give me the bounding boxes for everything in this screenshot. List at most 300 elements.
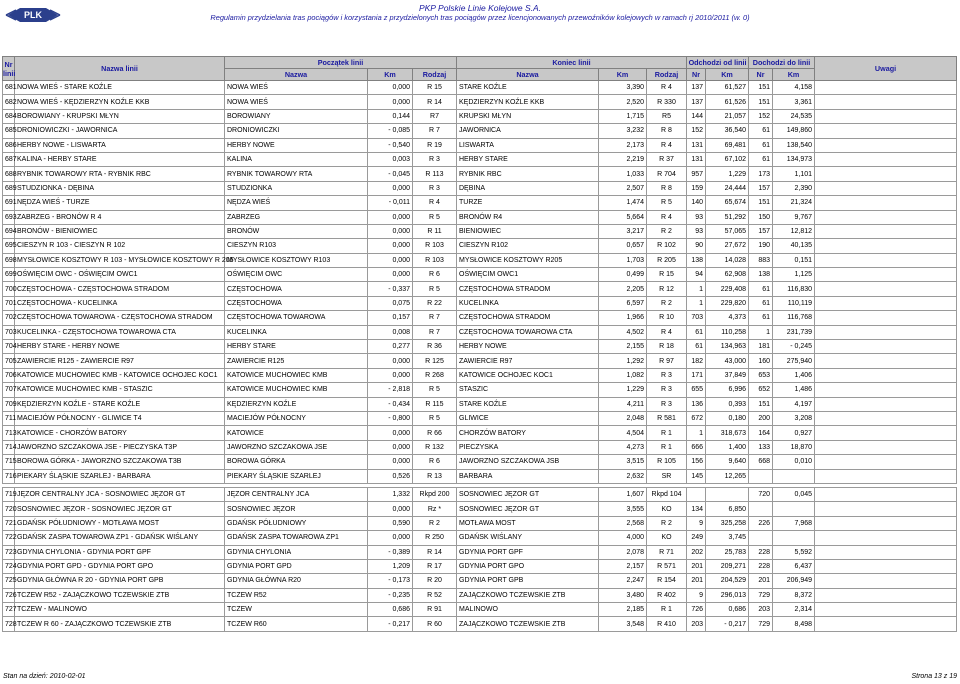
cell-odchodzi-km: 61,526 (706, 95, 749, 109)
cell-odchodzi-km: - 0,217 (706, 617, 749, 631)
cell-odchodzi-nr: 202 (687, 545, 706, 559)
cell-uwagi (815, 181, 957, 195)
cell-odchodzi-nr: 666 (687, 440, 706, 454)
cell-uwagi (815, 531, 957, 545)
cell-odchodzi-nr: 249 (687, 531, 706, 545)
cell-odchodzi-nr: 131 (687, 152, 706, 166)
cell-dochodzi-km: 149,860 (773, 124, 815, 138)
cell-koniec-rodzaj: KO (647, 502, 687, 516)
header-nazwa-linii: Nazwa linii (15, 57, 225, 81)
cell-koniec-km: 2,157 (599, 559, 647, 573)
cell-poczatek-km: - 0,337 (368, 282, 413, 296)
cell-koniec-nazwa: GDYNIA PORT GPB (457, 574, 599, 588)
cell-uwagi (815, 603, 957, 617)
cell-koniec-rodzaj: R 3 (647, 383, 687, 397)
cell-poczatek-km: - 0,235 (368, 588, 413, 602)
cell-koniec-km: 3,555 (599, 502, 647, 516)
cell-poczatek-rodzaj: R 103 (413, 239, 457, 253)
cell-uwagi (815, 617, 957, 631)
cell-nr-linii: 698 (3, 253, 15, 267)
cell-koniec-rodzaj: R 205 (647, 253, 687, 267)
cell-dochodzi-nr: 61 (749, 311, 773, 325)
cell-poczatek-rodzaj: R 60 (413, 617, 457, 631)
cell-odchodzi-nr: 152 (687, 124, 706, 138)
cell-poczatek-km: 0,000 (368, 354, 413, 368)
cell-nazwa-linii: HERBY NOWE - LISWARTA (15, 138, 225, 152)
cell-koniec-km: 4,000 (599, 531, 647, 545)
cell-uwagi (815, 469, 957, 483)
cell-uwagi (815, 487, 957, 501)
cell-nazwa-linii: TCZEW R 60 - ZAJĄCZKOWO TCZEWSKIE ZTB (15, 617, 225, 631)
cell-poczatek-nazwa: RYBNIK TOWAROWY RTA (225, 167, 368, 181)
cell-koniec-nazwa: GDAŃSK WIŚLANY (457, 531, 599, 545)
cell-koniec-nazwa: CZĘSTOCHOWA STRADOM (457, 311, 599, 325)
cell-dochodzi-nr: 729 (749, 588, 773, 602)
cell-odchodzi-km: 62,908 (706, 268, 749, 282)
cell-uwagi (815, 152, 957, 166)
cell-dochodzi-nr: 164 (749, 426, 773, 440)
cell-poczatek-km: 0,000 (368, 210, 413, 224)
cell-nazwa-linii: KATOWICE MUCHOWIEC KMB - STASZIC (15, 383, 225, 397)
cell-odchodzi-nr: 201 (687, 559, 706, 573)
header-koniec: Koniec linii (457, 57, 687, 69)
cell-odchodzi-km: 69,481 (706, 138, 749, 152)
cell-poczatek-km: - 0,011 (368, 196, 413, 210)
cell-poczatek-nazwa: SOSNOWIEC JĘZOR (225, 502, 368, 516)
cell-dochodzi-nr: 150 (749, 210, 773, 224)
cell-nr-linii: 711 (3, 411, 15, 425)
cell-dochodzi-nr: 883 (749, 253, 773, 267)
cell-poczatek-km: 0,000 (368, 455, 413, 469)
table-row (3, 440, 957, 454)
cell-nazwa-linii: MACIEJÓW PÓŁNOCNY - GLIWICE T4 (15, 411, 225, 425)
cell-nr-linii: 723 (3, 545, 15, 559)
cell-nr-linii: 727 (3, 603, 15, 617)
cell-odchodzi-nr: 159 (687, 181, 706, 195)
cell-odchodzi-km: 134,963 (706, 340, 749, 354)
cell-koniec-rodzaj: R 4 (647, 325, 687, 339)
cell-odchodzi-nr: 61 (687, 340, 706, 354)
cell-nr-linii: 715 (3, 455, 15, 469)
cell-koniec-nazwa: CIESZYN R102 (457, 239, 599, 253)
cell-nazwa-linii: GDAŃSK PÓŁUDNIOWY - MOTŁAWA MOST (15, 516, 225, 530)
cell-koniec-rodzaj: R 105 (647, 455, 687, 469)
cell-dochodzi-km: 116,768 (773, 311, 815, 325)
cell-nazwa-linii: CZĘSTOCHOWA - CZĘSTOCHOWA STRADOM (15, 282, 225, 296)
cell-uwagi (815, 282, 957, 296)
cell-uwagi (815, 455, 957, 469)
table-row (3, 354, 957, 368)
table-row (3, 603, 957, 617)
cell-nr-linii: 699 (3, 268, 15, 282)
cell-uwagi (815, 81, 957, 95)
cell-uwagi (815, 354, 957, 368)
cell-poczatek-km: - 0,434 (368, 397, 413, 411)
cell-koniec-km: 4,273 (599, 440, 647, 454)
cell-koniec-rodzaj: R 15 (647, 268, 687, 282)
lines-table-body (3, 81, 957, 632)
cell-dochodzi-nr: 151 (749, 196, 773, 210)
cell-poczatek-nazwa: GDYNIA CHYLONIA (225, 545, 368, 559)
cell-odchodzi-km: 67,102 (706, 152, 749, 166)
cell-koniec-rodzaj: R 1 (647, 603, 687, 617)
cell-nr-linii: 701 (3, 296, 15, 310)
cell-poczatek-rodzaj: R 66 (413, 426, 457, 440)
table-row (3, 574, 957, 588)
cell-koniec-km: 2,632 (599, 469, 647, 483)
cell-dochodzi-km: 1,101 (773, 167, 815, 181)
cell-nazwa-linii: NOWA WIEŚ - KĘDZIERZYN KOŹLE KKB (15, 95, 225, 109)
cell-dochodzi-km: 231,739 (773, 325, 815, 339)
cell-dochodzi-nr: 668 (749, 455, 773, 469)
cell-koniec-rodzaj: R 1 (647, 440, 687, 454)
cell-odchodzi-nr: 957 (687, 167, 706, 181)
cell-dochodzi-km: 8,498 (773, 617, 815, 631)
cell-odchodzi-km: 6,996 (706, 383, 749, 397)
cell-dochodzi-nr: 653 (749, 368, 773, 382)
cell-koniec-nazwa: LISWARTA (457, 138, 599, 152)
cell-poczatek-rodzaj: R7 (413, 109, 457, 123)
table-row (3, 81, 957, 95)
cell-poczatek-nazwa: CIESZYN R103 (225, 239, 368, 253)
cell-poczatek-nazwa: BOROWIANY (225, 109, 368, 123)
cell-poczatek-rodzaj: R 20 (413, 574, 457, 588)
cell-uwagi (815, 368, 957, 382)
cell-koniec-nazwa: KUCELINKA (457, 296, 599, 310)
cell-koniec-rodzaj: R 4 (647, 81, 687, 95)
cell-koniec-rodzaj: R 571 (647, 559, 687, 573)
header-poczatek: Początek linii (225, 57, 457, 69)
cell-poczatek-rodzaj: R 15 (413, 81, 457, 95)
cell-odchodzi-km: 0,180 (706, 411, 749, 425)
cell-nazwa-linii: BOROWIANY - KRUPSKI MŁYN (15, 109, 225, 123)
table-row (3, 516, 957, 530)
cell-poczatek-nazwa: TCZEW R52 (225, 588, 368, 602)
cell-dochodzi-km (773, 502, 815, 516)
cell-nr-linii: 688 (3, 167, 15, 181)
cell-poczatek-km: 0,000 (368, 502, 413, 516)
cell-poczatek-km: 0,000 (368, 531, 413, 545)
cell-poczatek-rodzaj: R 36 (413, 340, 457, 354)
cell-nr-linii: 728 (3, 617, 15, 631)
cell-odchodzi-nr (687, 487, 706, 501)
cell-poczatek-km: 0,000 (368, 81, 413, 95)
cell-odchodzi-km: 1,229 (706, 167, 749, 181)
cell-nr-linii: 724 (3, 559, 15, 573)
cell-uwagi (815, 224, 957, 238)
cell-koniec-nazwa: STASZIC (457, 383, 599, 397)
cell-nr-linii: 713 (3, 426, 15, 440)
cell-odchodzi-km: 209,271 (706, 559, 749, 573)
cell-dochodzi-nr: 157 (749, 224, 773, 238)
cell-dochodzi-km: 9,767 (773, 210, 815, 224)
cell-uwagi (815, 545, 957, 559)
cell-koniec-nazwa: KRUPSKI MŁYN (457, 109, 599, 123)
cell-poczatek-rodzaj: R 7 (413, 124, 457, 138)
cell-koniec-rodzaj: R 3 (647, 397, 687, 411)
cell-odchodzi-km: 296,013 (706, 588, 749, 602)
cell-odchodzi-nr: 171 (687, 368, 706, 382)
cell-dochodzi-nr: 652 (749, 383, 773, 397)
cell-odchodzi-km (706, 487, 749, 501)
cell-koniec-nazwa: TURZE (457, 196, 599, 210)
cell-koniec-km: 2,520 (599, 95, 647, 109)
cell-odchodzi-km: 51,292 (706, 210, 749, 224)
cell-nr-linii: 720 (3, 502, 15, 516)
cell-nr-linii: 681 (3, 81, 15, 95)
cell-koniec-km: 1,966 (599, 311, 647, 325)
cell-odchodzi-km: 21,057 (706, 109, 749, 123)
cell-poczatek-nazwa: TCZEW R60 (225, 617, 368, 631)
cell-poczatek-nazwa: HERBY NOWE (225, 138, 368, 152)
cell-odchodzi-nr: 136 (687, 397, 706, 411)
cell-dochodzi-nr (749, 469, 773, 483)
cell-koniec-km: 2,507 (599, 181, 647, 195)
cell-poczatek-rodzaj: R 6 (413, 455, 457, 469)
cell-dochodzi-nr: 61 (749, 296, 773, 310)
cell-dochodzi-km: 3,208 (773, 411, 815, 425)
cell-nr-linii: 686 (3, 138, 15, 152)
cell-odchodzi-nr: 93 (687, 210, 706, 224)
cell-dochodzi-nr: 61 (749, 152, 773, 166)
cell-poczatek-nazwa: NOWA WIEŚ (225, 95, 368, 109)
cell-poczatek-km: - 2,818 (368, 383, 413, 397)
cell-nr-linii: 682 (3, 95, 15, 109)
cell-poczatek-rodzaj: R 17 (413, 559, 457, 573)
cell-poczatek-nazwa: CZĘSTOCHOWA TOWAROWA (225, 311, 368, 325)
cell-koniec-km: 2,185 (599, 603, 647, 617)
cell-odchodzi-km: 12,265 (706, 469, 749, 483)
cell-poczatek-rodzaj: R 5 (413, 210, 457, 224)
cell-dochodzi-nr: 729 (749, 617, 773, 631)
cell-koniec-rodzaj: Rkpd 104 (647, 487, 687, 501)
cell-uwagi (815, 239, 957, 253)
cell-poczatek-nazwa: STUDZIONKA (225, 181, 368, 195)
cell-odchodzi-nr: 9 (687, 588, 706, 602)
cell-koniec-rodzaj: R 4 (647, 210, 687, 224)
cell-koniec-rodzaj: R 704 (647, 167, 687, 181)
cell-koniec-nazwa: BARBARA (457, 469, 599, 483)
cell-uwagi (815, 502, 957, 516)
cell-koniec-nazwa: MOTŁAWA MOST (457, 516, 599, 530)
cell-poczatek-rodzaj: R 91 (413, 603, 457, 617)
cell-dochodzi-km: - 0,245 (773, 340, 815, 354)
cell-poczatek-rodzaj: R 125 (413, 354, 457, 368)
cell-koniec-rodzaj: R 10 (647, 311, 687, 325)
cell-uwagi (815, 559, 957, 573)
cell-poczatek-rodzaj: R 7 (413, 325, 457, 339)
cell-odchodzi-km: 65,674 (706, 196, 749, 210)
cell-koniec-rodzaj: R 8 (647, 124, 687, 138)
cell-koniec-km: 1,715 (599, 109, 647, 123)
cell-koniec-rodzaj: R 5 (647, 196, 687, 210)
cell-nazwa-linii: NOWA WIEŚ - STARE KOŹLE (15, 81, 225, 95)
cell-koniec-km: 1,607 (599, 487, 647, 501)
cell-dochodzi-nr: 200 (749, 411, 773, 425)
cell-nr-linii: 695 (3, 239, 15, 253)
cell-uwagi (815, 196, 957, 210)
cell-nazwa-linii: CZĘSTOCHOWA - KUCELINKA (15, 296, 225, 310)
table-row (3, 181, 957, 195)
cell-poczatek-km: 0,157 (368, 311, 413, 325)
cell-poczatek-km: 0,686 (368, 603, 413, 617)
cell-nr-linii: 700 (3, 282, 15, 296)
cell-dochodzi-nr: 181 (749, 340, 773, 354)
cell-koniec-nazwa: OŚWIĘCIM OWC1 (457, 268, 599, 282)
document-subtitle: Regulamin przydzielania tras pociągów i korzystania z przydzielonych tras pociągów przez licencjonowanych przewoźników kolejowych w ramach rj 2010/2011 (w. 0) (210, 13, 750, 22)
cell-koniec-rodzaj: R 102 (647, 239, 687, 253)
cell-nazwa-linii: GDAŃSK ZASPA TOWAROWA ZP1 - GDAŃSK WIŚLANY (15, 531, 225, 545)
cell-odchodzi-km: 25,783 (706, 545, 749, 559)
cell-koniec-nazwa: KATOWICE OCHOJEC KOC1 (457, 368, 599, 382)
cell-poczatek-nazwa: JAWORZNO SZCZAKOWA JSE (225, 440, 368, 454)
cell-dochodzi-nr: 151 (749, 397, 773, 411)
cell-koniec-km: 1,033 (599, 167, 647, 181)
table-row (3, 124, 957, 138)
cell-poczatek-nazwa: CZĘSTOCHOWA (225, 296, 368, 310)
cell-nazwa-linii: MYSŁOWICE KOSZTOWY R 103 - MYSŁOWICE KOSZTOWY R 205 (15, 253, 225, 267)
cell-nr-linii: 702 (3, 311, 15, 325)
cell-uwagi (815, 167, 957, 181)
plk-logo-text: PLK (24, 10, 42, 20)
cell-koniec-km: 3,217 (599, 224, 647, 238)
cell-koniec-rodzaj: R 330 (647, 95, 687, 109)
cell-uwagi (815, 574, 957, 588)
cell-dochodzi-km: 8,372 (773, 588, 815, 602)
cell-poczatek-rodzaj: R 52 (413, 588, 457, 602)
cell-koniec-nazwa: MALINOWO (457, 603, 599, 617)
cell-uwagi (815, 138, 957, 152)
cell-poczatek-km: 0,590 (368, 516, 413, 530)
cell-dochodzi-nr: 201 (749, 574, 773, 588)
table-row (3, 138, 957, 152)
cell-koniec-km: 0,499 (599, 268, 647, 282)
cell-dochodzi-nr: 157 (749, 181, 773, 195)
table-row (3, 268, 957, 282)
cell-dochodzi-km: 18,870 (773, 440, 815, 454)
cell-nr-linii: 685 (3, 124, 15, 138)
cell-odchodzi-km: 318,673 (706, 426, 749, 440)
header-poczatek-nazwa: Nazwa (225, 69, 368, 81)
cell-koniec-km: 2,078 (599, 545, 647, 559)
cell-nazwa-linii: ZABRZEG - BRONÓW R 4 (15, 210, 225, 224)
cell-odchodzi-km: 24,444 (706, 181, 749, 195)
cell-nr-linii: 706 (3, 368, 15, 382)
cell-koniec-km: 2,155 (599, 340, 647, 354)
table-row (3, 239, 957, 253)
cell-odchodzi-nr: 703 (687, 311, 706, 325)
cell-koniec-nazwa: CZĘSTOCHOWA STRADOM (457, 282, 599, 296)
table-row (3, 469, 957, 483)
cell-uwagi (815, 440, 957, 454)
cell-poczatek-nazwa: DRONIOWICZKI (225, 124, 368, 138)
cell-uwagi (815, 109, 957, 123)
cell-nazwa-linii: TCZEW - MALINOWO (15, 603, 225, 617)
cell-odchodzi-km: 0,393 (706, 397, 749, 411)
cell-dochodzi-km: 3,361 (773, 95, 815, 109)
cell-poczatek-nazwa: KATOWICE MUCHOWIEC KMB (225, 368, 368, 382)
cell-uwagi (815, 325, 957, 339)
cell-poczatek-nazwa: MYSŁOWICE KOSZTOWY R103 (225, 253, 368, 267)
header-koniec-nazwa: Nazwa (457, 69, 599, 81)
cell-odchodzi-nr: 726 (687, 603, 706, 617)
cell-koniec-nazwa: STARE KOŹLE (457, 81, 599, 95)
table-row (3, 487, 957, 501)
table-row (3, 368, 957, 382)
cell-poczatek-rodzaj: R 103 (413, 253, 457, 267)
cell-nazwa-linii: KATOWICE MUCHOWIEC KMB - KATOWICE OCHOJEC KOC1 (15, 368, 225, 382)
cell-dochodzi-km: 134,973 (773, 152, 815, 166)
cell-poczatek-km: 0,000 (368, 368, 413, 382)
cell-poczatek-km: 1,209 (368, 559, 413, 573)
cell-nazwa-linii: JAWORZNO SZCZAKOWA JSE - PIECZYSKA T3P (15, 440, 225, 454)
table-row (3, 340, 957, 354)
cell-koniec-km: 2,568 (599, 516, 647, 530)
cell-dochodzi-km: 0,010 (773, 455, 815, 469)
cell-koniec-nazwa: CZĘSTOCHOWA TOWAROWA CTA (457, 325, 599, 339)
cell-odchodzi-nr: 9 (687, 516, 706, 530)
cell-poczatek-rodzaj: R 268 (413, 368, 457, 382)
cell-dochodzi-nr: 133 (749, 440, 773, 454)
cell-poczatek-nazwa: KUCELINKA (225, 325, 368, 339)
cell-dochodzi-km (773, 469, 815, 483)
cell-koniec-rodzaj: R 581 (647, 411, 687, 425)
cell-poczatek-nazwa: GDAŃSK ZASPA TOWAROWA ZP1 (225, 531, 368, 545)
cell-poczatek-rodzaj: R 250 (413, 531, 457, 545)
header-dochodzi: Dochodzi do linii (749, 57, 815, 69)
cell-nazwa-linii: KUCELINKA - CZĘSTOCHOWA TOWAROWA CTA (15, 325, 225, 339)
cell-odchodzi-nr: 90 (687, 239, 706, 253)
cell-nr-linii: 716 (3, 469, 15, 483)
cell-dochodzi-km: 0,151 (773, 253, 815, 267)
table-row (3, 109, 957, 123)
cell-odchodzi-km: 4,373 (706, 311, 749, 325)
header-poczatek-km: Km (368, 69, 413, 81)
cell-dochodzi-nr: 203 (749, 603, 773, 617)
cell-dochodzi-km: 1,406 (773, 368, 815, 382)
cell-dochodzi-nr: 152 (749, 109, 773, 123)
cell-nazwa-linii: ZAWIERCIE R125 - ZAWIERCIE R97 (15, 354, 225, 368)
cell-nazwa-linii: KALINA - HERBY STARE (15, 152, 225, 166)
cell-poczatek-nazwa: ZABRZEG (225, 210, 368, 224)
table-row (3, 426, 957, 440)
cell-nazwa-linii: RYBNIK TOWAROWY RTA - RYBNIK RBC (15, 167, 225, 181)
cell-poczatek-rodzaj: R 115 (413, 397, 457, 411)
cell-poczatek-nazwa: KATOWICE (225, 426, 368, 440)
cell-poczatek-km: 0,000 (368, 95, 413, 109)
table-row (3, 95, 957, 109)
table-row (3, 411, 957, 425)
cell-dochodzi-nr: 151 (749, 95, 773, 109)
cell-koniec-km: 3,390 (599, 81, 647, 95)
cell-uwagi (815, 397, 957, 411)
cell-poczatek-km: 0,000 (368, 181, 413, 195)
cell-poczatek-rodzaj: R 6 (413, 268, 457, 282)
cell-odchodzi-km: 27,672 (706, 239, 749, 253)
cell-dochodzi-km (773, 531, 815, 545)
table-row (3, 545, 957, 559)
cell-nazwa-linii: STUDZIONKA - DĘBINA (15, 181, 225, 195)
cell-uwagi (815, 95, 957, 109)
table-row (3, 282, 957, 296)
cell-dochodzi-km: 206,949 (773, 574, 815, 588)
cell-poczatek-rodzaj: R 5 (413, 282, 457, 296)
cell-koniec-km: 2,219 (599, 152, 647, 166)
cell-dochodzi-km: 0,045 (773, 487, 815, 501)
cell-poczatek-km: 1,332 (368, 487, 413, 501)
header-odchodzi-km: Km (706, 69, 749, 81)
cell-poczatek-nazwa: MACIEJÓW PÓŁNOCNY (225, 411, 368, 425)
